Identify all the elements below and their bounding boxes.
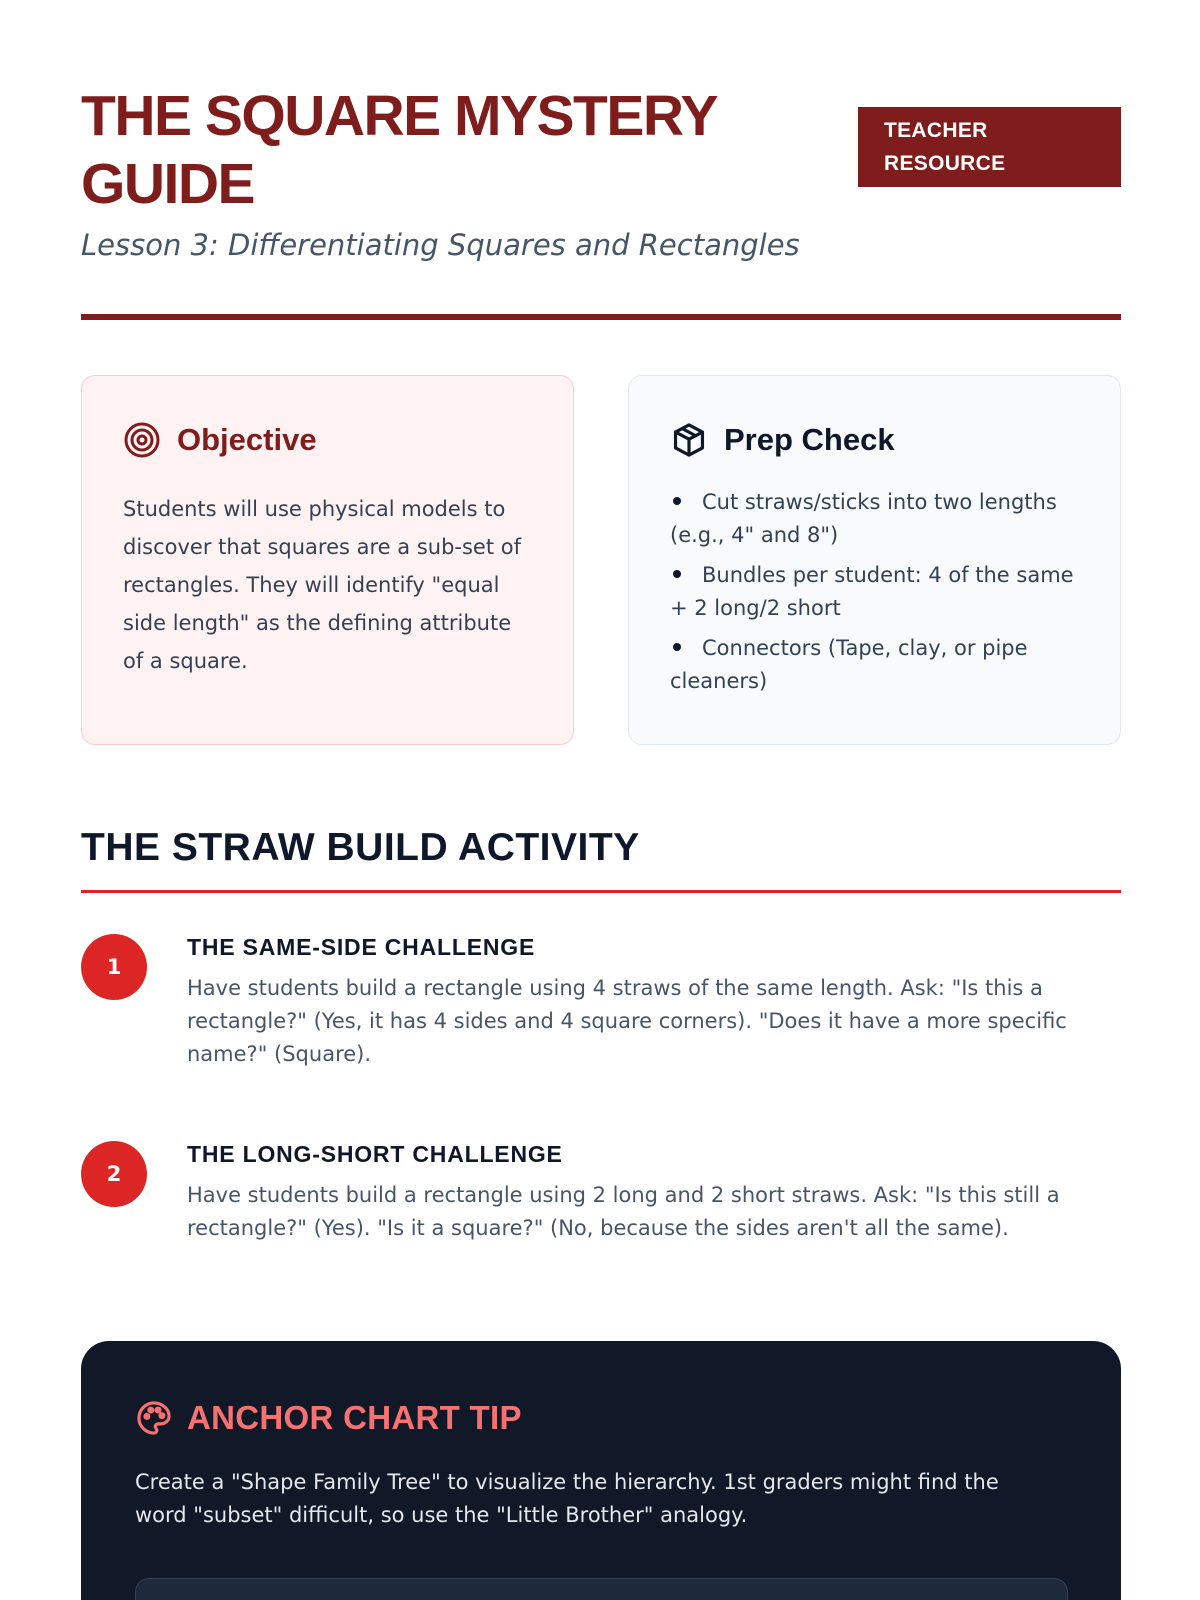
page-title: THE SQUARE MYSTERY GUIDE — [81, 84, 716, 216]
activity-section-title: THE STRAW BUILD ACTIVITY — [81, 826, 640, 869]
prep-check-item: Bundles per student: 4 of the same + 2 long/2 short — [670, 563, 1074, 620]
palette-icon — [135, 1399, 173, 1437]
prep-check-title: Prep Check — [724, 422, 895, 457]
activity-section-divider — [81, 890, 1121, 893]
prep-check-list — [670, 486, 1080, 698]
anchor-chart-tip-panel — [81, 1341, 1121, 1600]
step-title: THE SAME-SIDE CHALLENGE — [187, 934, 536, 960]
prep-check-header — [670, 420, 1080, 460]
step-number-badge: 2 — [81, 1141, 147, 1207]
objective-card — [81, 375, 574, 745]
bullet-icon — [673, 497, 681, 505]
target-icon — [123, 421, 161, 459]
step-title: THE LONG-SHORT CHALLENGE — [187, 1141, 563, 1167]
anchor-chart-tip-header — [135, 1399, 522, 1437]
box-icon — [670, 421, 708, 459]
bullet-icon — [673, 570, 681, 578]
bullet-icon — [673, 643, 681, 651]
header-divider — [81, 314, 1121, 320]
anchor-chart-tip-title: ANCHOR CHART TIP — [187, 1399, 522, 1436]
step-number-badge: 1 — [81, 934, 147, 1000]
objective-header — [123, 420, 533, 460]
anchor-chart-tip-text: Create a "Shape Family Tree" to visualize the hierarchy. 1st graders might find the word "subset" difficult, so use the "Little Brother" analogy. — [135, 1470, 999, 1527]
step-description: Have students build a rectangle using 4 straws of the same length. Ask: "Is this a rectangle?" (Yes, it has 4 sides and 4 square corners). "Does it have a more specific name?" (Square). — [187, 976, 1067, 1066]
teacher-resource-badge: TEACHER RESOURCE — [858, 107, 1121, 187]
step-description: Have students build a rectangle using 2 long and 2 short straws. Ask: "Is this still a rectangle?" (Yes). "Is it a square?" (No, because the sides aren't all the same). — [187, 1183, 1060, 1240]
page-header — [81, 82, 1121, 322]
page-subtitle: Lesson 3: Differentiating Squares and Rectangles — [81, 228, 800, 262]
prep-check-item: Cut straws/sticks into two lengths (e.g., 4" and 8") — [670, 490, 1057, 547]
objective-title: Objective — [177, 422, 317, 457]
prep-check-card — [628, 375, 1121, 745]
objective-text: Students will use physical models to discover that squares are a sub-set of rectangles. They will identify "equal side length" as the defining attribute of a square. — [123, 497, 521, 673]
anchor-chart-inner-box — [135, 1578, 1068, 1600]
prep-check-item: Connectors (Tape, clay, or pipe cleaners) — [670, 636, 1028, 693]
